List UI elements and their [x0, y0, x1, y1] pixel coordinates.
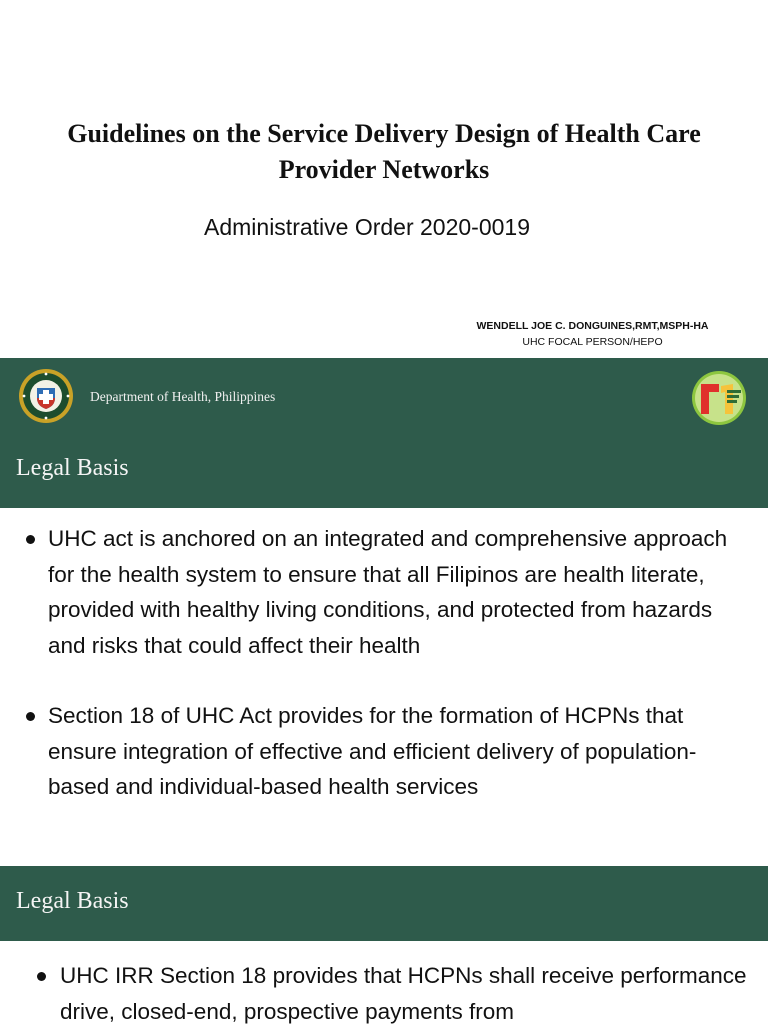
- doh-seal-icon: [18, 368, 74, 424]
- author-name: WENDELL JOE C. DONGUINES,RMT,MSPH-HA: [476, 320, 709, 332]
- title-line-2: Provider Networks: [278, 155, 490, 184]
- uhc-logo-icon: [691, 370, 747, 426]
- legal-basis-header: [0, 433, 768, 508]
- legal-basis-bullets-2: [0, 958, 768, 1029]
- section-heading: Legal Basis: [16, 455, 129, 481]
- section-heading: Legal Basis: [16, 888, 129, 914]
- department-header-bar: [0, 358, 768, 434]
- bullet-item: Section 18 of UHC Act provides for the formation of HCPNs that ensure integration of effective and efficient delivery of population-based and individual-based health services: [0, 698, 768, 805]
- department-name: Department of Health, Philippines: [90, 389, 276, 404]
- presentation-subtitle: Administrative Order 2020-0019: [204, 214, 530, 240]
- bullet-item: UHC IRR Section 18 provides that HCPNs shall receive performance drive, closed-end, prospective payments from: [0, 958, 768, 1029]
- title-line-1: Guidelines on the Service Delivery Design of Health Care: [67, 119, 701, 148]
- title-slide: [0, 0, 768, 358]
- legal-basis-bullets: [0, 521, 768, 805]
- author-role: UHC FOCAL PERSON/HEPO: [522, 336, 663, 348]
- presentation-title: [0, 116, 768, 188]
- bullet-item: UHC act is anchored on an integrated and comprehensive approach for the health system to ensure that all Filipinos are health literate, provided with healthy living conditions, and protected from hazards and risks that could affect their health: [0, 521, 768, 663]
- legal-basis-header-2: [0, 866, 768, 941]
